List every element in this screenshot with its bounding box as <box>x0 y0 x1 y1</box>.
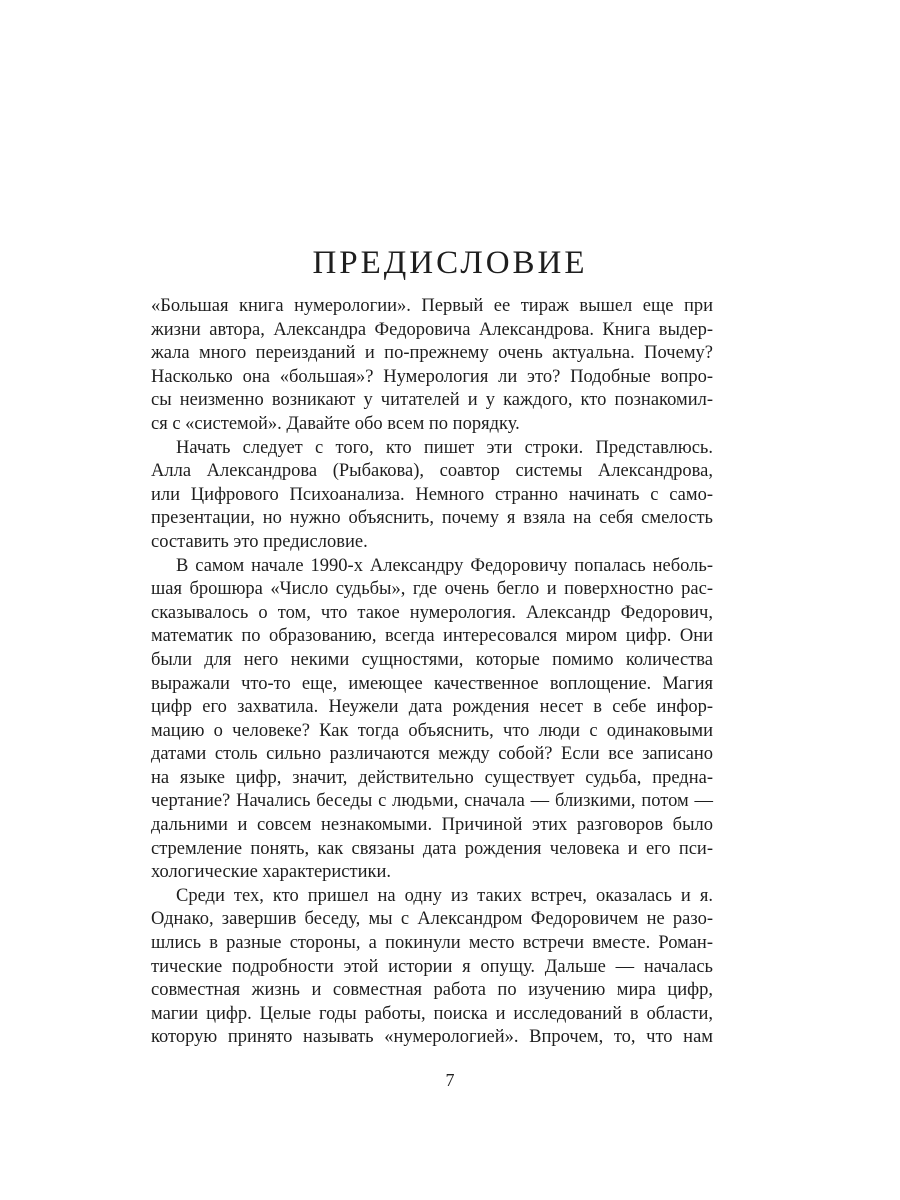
text-line: ся с «системой». Давайте обо всем по порядку. <box>151 413 520 434</box>
text-line: математик по образованию, всегда интересовался миром цифр. Они <box>151 626 713 647</box>
text-line: совместная жизнь и совместная работа по изучению мира цифр, <box>151 980 713 1001</box>
text-line: составить это предисловие. <box>151 531 368 552</box>
text-line: тические подробности этой истории я опущу. Дальше — началась <box>151 956 713 977</box>
text-line: шлись в разные стороны, а покинули место встречи вместе. Роман- <box>151 933 713 954</box>
text-line: Насколько она «большая»? Нумерология ли это? Подобные вопро- <box>151 366 713 387</box>
body-text <box>151 295 713 1050</box>
page-number: 7 <box>445 1070 455 1090</box>
text-line: Однако, завершив беседу, мы с Александром Федоровичем не разо- <box>151 909 713 930</box>
text-line: которую принято называть «нумерологией». Впрочем, то, что нам <box>151 1027 713 1048</box>
text-line: В самом начале 1990-х Александру Федоровичу попалась неболь- <box>176 555 713 576</box>
text-line: датами столь сильно различаются между собой? Если все записано <box>151 744 713 765</box>
text-line: выражали что-то еще, имеющее качественное воплощение. Магия <box>151 673 713 694</box>
text-line: «Большая книга нумерологии». Первый ее тираж вышел еще при <box>151 296 713 316</box>
paragraph <box>151 437 713 555</box>
text-line: на языке цифр, значит, действительно существует судьба, предна- <box>151 767 713 788</box>
text-line: цифр его захватила. Неужели дата рождения несет в себе инфор- <box>151 697 713 718</box>
text-line: дальними и совсем незнакомыми. Причиной этих разговоров было <box>151 815 713 836</box>
paragraph <box>151 885 713 1050</box>
text-line: сы неизменно возникают у читателей и у каждого, кто познакомил- <box>151 390 713 411</box>
text-line: шая брошюра «Число судьбы», где очень бегло и поверхностно рас- <box>151 579 713 600</box>
text-line: были для него некими сущностями, которые помимо количества <box>151 649 713 670</box>
text-line: жизни автора, Александра Федоровича Александрова. Книга выдер- <box>151 319 713 340</box>
text-line: презентации, но нужно объяснить, почему я взяла на себя смелость <box>151 508 713 529</box>
text-line: магии цифр. Целые годы работы, поиска и исследований в области, <box>151 1003 713 1024</box>
text-line: стремление понять, как связаны дата рождения человека и его пси- <box>151 838 713 859</box>
text-line: или Цифрового Психоанализа. Немного странно начинать с само- <box>151 484 713 505</box>
text-line: мацию о человеке? Как тогда объяснить, что люди с одинаковыми <box>151 720 713 741</box>
chapter-title: ПРЕДИСЛОВИЕ <box>312 245 588 281</box>
text-line: Алла Александрова (Рыбакова), соавтор системы Александрова, <box>151 461 713 482</box>
text-line: Среди тех, кто пришел на одну из таких встреч, оказалась и я. <box>176 885 713 906</box>
text-line: Начать следует с того, кто пишет эти строки. Представлюсь. <box>176 437 713 458</box>
text-line: жала много переизданий и по-прежнему очень актуальна. Почему? <box>151 343 713 364</box>
paragraph <box>151 295 713 437</box>
paragraph <box>151 555 713 885</box>
text-line: хологические характеристики. <box>151 862 392 883</box>
text-line: чертание? Начались беседы с людьми, сначала — близкими, потом — <box>151 791 713 812</box>
text-line: сказывалось о том, что такое нумерология. Александр Федорович, <box>151 602 713 623</box>
